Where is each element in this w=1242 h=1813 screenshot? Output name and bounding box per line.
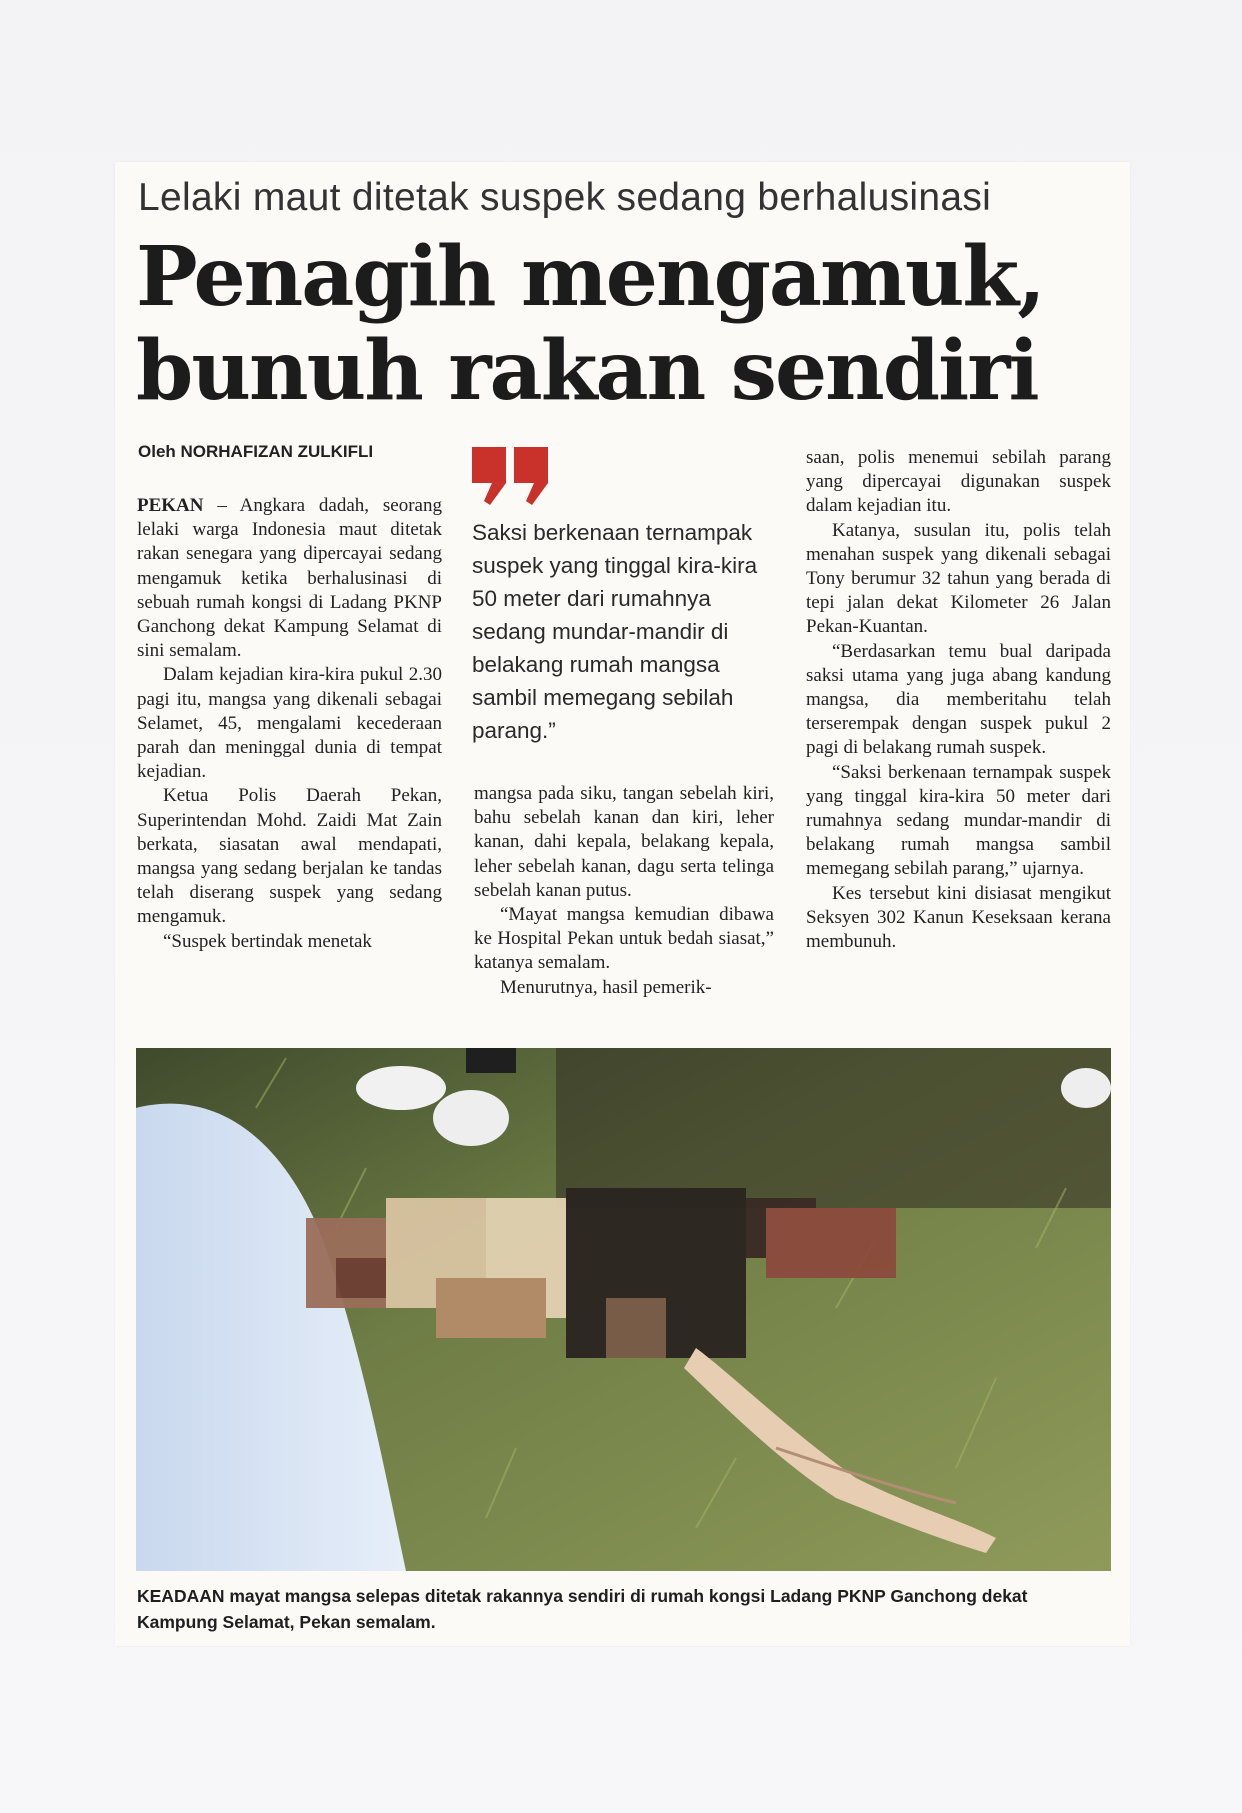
quote-mark-icon: [472, 447, 552, 505]
article-kicker: Lelaki maut ditetak suspek sedang berhalusinasi: [138, 176, 992, 219]
paragraph: [137, 494, 442, 663]
paragraph: Kes tersebut kini disiasat mengikut Seksyen 302 Kanun Keseksaan kerana membunuh.: [806, 882, 1111, 953]
paragraph: Dalam kejadian kira-kira pukul 2.30 pagi itu, mangsa yang dikenali sebagai Selamet, 45, mengalami kecederaan parah dan meninggal dunia di tempat kejadian.: [137, 664, 442, 783]
paragraph: Menurutnya, hasil pemerik-: [500, 976, 712, 998]
article-column-3: [806, 446, 1111, 954]
paragraph: “Saksi berkenaan ternampak suspek yang tinggal kira-kira 50 meter dari rumahnya sedang mundar-mandir di belakang rumah mangsa sambil memegang sebilah parang,” ujarnya.: [806, 761, 1111, 880]
pull-quote: Saksi berkenaan ternampak suspek yang tinggal kira-kira 50 meter dari rumahnya sedang mundar-mandir di belakang rumah mangsa sambil memegang sebilah parang.”: [472, 520, 758, 743]
dateline: PEKAN: [137, 495, 204, 516]
article-byline: Oleh NORHAFIZAN ZULKIFLI: [138, 442, 374, 461]
paragraph: saan, polis menemui sebilah parang yang dipercayai digunakan suspek dalam kejadian itu.: [806, 447, 1111, 517]
paragraph: “Berdasarkan temu bual daripada saksi utama yang juga abang kandung mangsa, dia memberitahu telah terserempak dengan suspek pukul 2 pagi di belakang rumah suspek.: [806, 640, 1111, 759]
photo-caption: [137, 1583, 1097, 1635]
photo-illustration: [136, 1048, 1111, 1571]
paragraph: Katanya, susulan itu, polis telah menahan suspek yang dikenali sebagai Tony berumur 32 tahun yang berada di tepi jalan dekat Kilometer 26 Jalan Pekan-Kuantan.: [806, 519, 1111, 638]
paragraph: mangsa pada siku, tangan sebelah kiri, bahu sebelah kanan dan kiri, leher kanan, dahi kepala, belakang kepala, leher sebelah kanan, dagu serta telinga sebelah kanan putus.: [474, 783, 774, 901]
headline-line-2: bunuh rakan sendiri: [136, 323, 1038, 419]
article-headline: [136, 230, 1096, 418]
caption-text: mayat mangsa selepas ditetak rakannya sendiri di rumah kongsi Ladang PKNP Ganchong dekat Kampung Selamat, Pekan semalam.: [137, 1586, 1028, 1632]
article-column-2: [474, 782, 774, 1000]
headline-line-1: Penagih mengamuk,: [136, 229, 1044, 325]
paragraph: “Suspek bertindak menetak: [163, 930, 372, 952]
paragraph: “Mayat mangsa kemudian dibawa ke Hospital Pekan untuk bedah siasat,” katanya semalam.: [474, 904, 774, 974]
paragraph: Ketua Polis Daerah Pekan, Superintendan Mohd. Zaidi Mat Zain berkata, siasatan awal mendapati, mangsa yang sedang berjalan ke tandas telah diserang suspek yang sedang mengamuk.: [137, 785, 442, 928]
news-photo: [136, 1048, 1111, 1571]
caption-lead: KEADAAN: [137, 1586, 225, 1606]
article-column-1: [137, 494, 442, 954]
paragraph-text: – Angkara dadah, seorang lelaki warga Indonesia maut ditetak rakan senegara yang dipercayai sedang mengamuk ketika berhalusinasi di sebuah rumah kongsi di Ladang PKNP Ganchong dekat Kampung Selamat di sini semalam.: [137, 495, 442, 662]
